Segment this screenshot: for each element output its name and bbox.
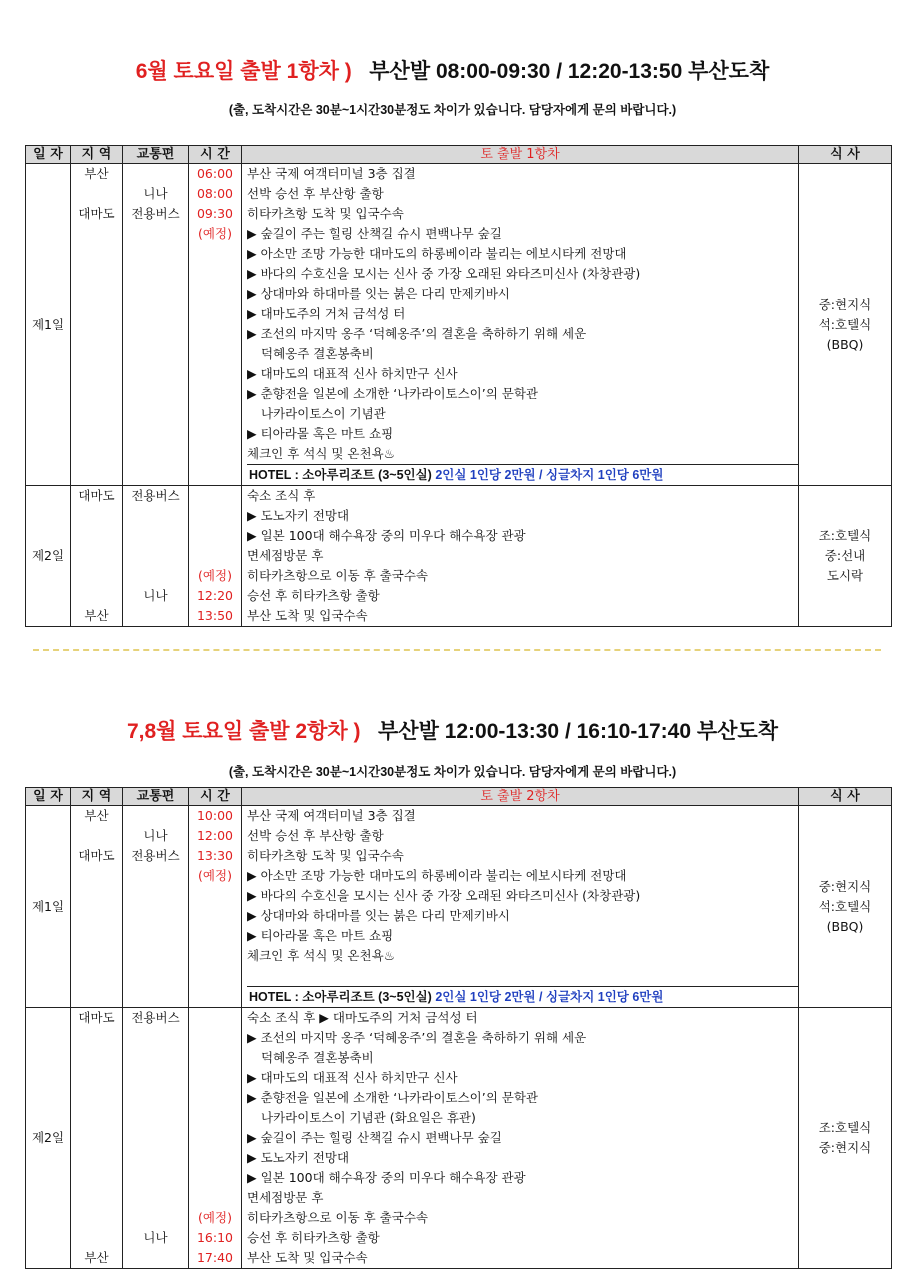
header-region: 지 역 [71, 146, 123, 164]
header-transport: 교통편 [123, 146, 189, 164]
header-day: 일 자 [26, 146, 71, 164]
line-item: ▶ 조선의 마지막 옹주 ‘덕혜옹주’의 결혼을 축하하기 위해 세운 [247, 326, 587, 341]
line-item: 니나 [143, 828, 168, 843]
line-item [189, 1008, 241, 1028]
line-item: 부산 국제 여객터미널 3층 집결 [247, 166, 416, 181]
line-item: 전용버스 [131, 488, 180, 503]
line-item: ▶ 상대마와 하대마를 잇는 붉은 다리 만제키바시 [247, 286, 510, 301]
line-item: ▶ 숲길이 주는 힐링 산책길 슈시 편백나무 숲길 [247, 226, 502, 241]
line-item [123, 1028, 188, 1048]
transport-cell [123, 164, 189, 486]
line-item [71, 1028, 122, 1048]
line-item [189, 1048, 241, 1068]
line-item [71, 244, 122, 264]
line-item [123, 1048, 188, 1068]
transport-cell [123, 806, 189, 1008]
line-item: 13:30 [196, 848, 234, 863]
line-item [71, 404, 122, 424]
line-item: 17:40 [196, 1250, 234, 1265]
line-item: 덕혜옹주 결혼봉축비 [261, 346, 374, 361]
line-item: ▶ 숲길이 주는 힐링 산책길 슈시 편백나무 숲길 [247, 1130, 502, 1145]
time-cell [189, 164, 242, 486]
line-item [123, 1168, 188, 1188]
line-item: (예정) [198, 226, 232, 241]
line-item [71, 886, 122, 906]
line-item: (예정) [198, 868, 232, 883]
line-item [123, 304, 188, 324]
line-item [123, 1128, 188, 1148]
line-item [123, 444, 188, 464]
header-schedule: 토 출발 2항차 [242, 788, 799, 806]
line-item [71, 384, 122, 404]
schedule-cell [242, 164, 799, 486]
line-item: ▶ 티아라몰 혹은 마트 쇼핑 [247, 928, 394, 943]
line-item [71, 1068, 122, 1088]
line-item: 중:현지식 [818, 1140, 872, 1155]
line-item [123, 1088, 188, 1108]
line-item: 면세점방문 후 [247, 548, 324, 563]
line-item [189, 926, 241, 946]
line-item [71, 826, 122, 846]
line-item [123, 866, 188, 886]
line-item [189, 444, 241, 464]
line-item [71, 1168, 122, 1188]
line-item [189, 284, 241, 304]
line-item: 숙소 조식 후 [247, 488, 316, 503]
line-item: 대마도 [78, 206, 115, 221]
header-time: 시 간 [189, 788, 242, 806]
line-item: 전용버스 [131, 1010, 180, 1025]
line-item: 도시락 [826, 568, 864, 583]
line-item: ▶ 춘향전을 일본에 소개한 ‘나카라이토스이’의 문학관 [247, 386, 539, 401]
line-item: ▶ 바다의 수호신을 모시는 신사 중 가장 오래된 와타즈미신사 (차창관광) [247, 266, 641, 281]
line-item [71, 1208, 122, 1228]
line-item: 히타카츠항으로 이동 후 출국수속 [247, 1210, 428, 1225]
line-item: 중:현지식 [818, 878, 872, 894]
line-item [189, 1088, 241, 1108]
line-item [189, 324, 241, 344]
table-header [26, 788, 892, 806]
line-item: 조:호텔식 [818, 528, 872, 543]
header-time: 시 간 [189, 146, 242, 164]
line-item: ▶ 바다의 수호신을 모시는 신사 중 가장 오래된 와타즈미신사 (차창관광) [247, 888, 641, 903]
line-item [71, 546, 122, 566]
line-item [189, 1188, 241, 1208]
line-item [123, 1188, 188, 1208]
line-item: 12:00 [196, 828, 234, 843]
day-label: 제2일 [26, 486, 71, 627]
section1-title: 6월 토요일 출발 1항차 ) 부산발 08:00-09:30 / 12:20-13:50 부산도착 [135, 60, 770, 83]
table-header [26, 146, 892, 164]
line-item: 조:호텔식 [818, 1120, 872, 1135]
line-item: 니나 [143, 186, 168, 201]
line-item [123, 344, 188, 364]
line-item [123, 1208, 188, 1228]
header-schedule: 토 출발 1항차 [242, 146, 799, 164]
line-item: ▶ 티아라몰 혹은 마트 쇼핑 [247, 426, 394, 441]
line-item [123, 1148, 188, 1168]
line-item: 히타카츠항 도착 및 입국수속 [247, 206, 404, 221]
meal-cell [799, 164, 892, 486]
section1-schedule-table [25, 145, 892, 627]
line-item [71, 444, 122, 464]
line-item: ▶ 도노자키 전망대 [247, 1150, 350, 1165]
schedule-cell [242, 1008, 799, 1269]
line-item: ▶ 대마도주의 거처 금석성 터 [247, 306, 406, 321]
line-item: (예정) [198, 1210, 232, 1225]
line-item [123, 404, 188, 424]
line-item [71, 264, 122, 284]
section-divider [33, 649, 881, 651]
line-item [123, 926, 188, 946]
line-item [71, 464, 122, 484]
line-item: 전용버스 [131, 206, 180, 221]
section1-note: (출, 도착시간은 30분~1시간30분정도 차이가 있습니다. 담당자에게 문의 바랍니다.) [228, 103, 677, 117]
line-item [189, 1148, 241, 1168]
line-item [189, 546, 241, 566]
line-item [71, 1108, 122, 1128]
line-item: 히타카츠항으로 이동 후 출국수속 [247, 568, 428, 583]
line-item: 숙소 조식 후 ▶ 대마도주의 거처 금석성 터 [247, 1010, 478, 1025]
line-item [123, 606, 188, 626]
line-item: 부산 [84, 1250, 109, 1265]
line-item [71, 926, 122, 946]
line-item: ▶ 대마도의 대표적 신사 하치만구 신사 [247, 366, 458, 381]
line-item [189, 464, 241, 484]
transport-cell [123, 1008, 189, 1269]
line-item [189, 1108, 241, 1128]
time-cell [189, 486, 242, 627]
line-item: 부산 [84, 166, 109, 181]
line-item [189, 1128, 241, 1148]
line-item: 나카라이토스이 기념관 (화요일은 휴관) [261, 1110, 476, 1125]
line-item: 06:00 [196, 166, 234, 181]
line-item [71, 1188, 122, 1208]
header-day: 일 자 [26, 788, 71, 806]
day-label: 제2일 [26, 1008, 71, 1269]
header-meal: 식 사 [799, 788, 892, 806]
line-item: (예정) [198, 568, 232, 583]
line-item [71, 866, 122, 886]
line-item [123, 244, 188, 264]
line-item [123, 906, 188, 926]
line-item [123, 324, 188, 344]
line-item [189, 886, 241, 906]
meal-cell [799, 1008, 892, 1269]
line-item [189, 384, 241, 404]
line-item: 08:00 [196, 186, 234, 201]
line-item: ▶ 상대마와 하대마를 잇는 붉은 다리 만제키바시 [247, 908, 510, 923]
line-item [123, 264, 188, 284]
line-item [189, 424, 241, 444]
line-item [123, 546, 188, 566]
line-item [189, 1028, 241, 1048]
line-item [71, 1088, 122, 1108]
line-item [123, 566, 188, 586]
section2-title: 7,8월 토요일 출발 2항차 ) 부산발 12:00-13:30 / 16:10-17:40 부산도착 [126, 720, 778, 743]
line-item: 선박 승선 후 부산항 출항 [247, 828, 384, 843]
line-item: 히타카츠항 도착 및 입국수속 [247, 848, 404, 863]
line-item [123, 464, 188, 484]
region-cell [71, 806, 123, 1008]
line-item [71, 364, 122, 384]
line-item: 부산 [84, 808, 109, 823]
day-row [26, 486, 892, 627]
line-item [71, 1148, 122, 1168]
line-item: 부산 국제 여객터미널 3층 집결 [247, 808, 416, 823]
header-meal: 식 사 [799, 146, 892, 164]
line-item [189, 1168, 241, 1188]
line-item [123, 946, 188, 966]
line-item: 대마도 [78, 1010, 115, 1025]
line-item [71, 1048, 122, 1068]
region-cell [71, 1008, 123, 1269]
line-item: 16:10 [196, 1230, 234, 1245]
line-item: 중:선내 [824, 548, 866, 563]
line-item [189, 966, 241, 986]
line-item [71, 184, 122, 204]
line-item [71, 906, 122, 926]
line-item [123, 506, 188, 526]
line-item: 석:호텔식 [818, 316, 872, 332]
line-item [71, 324, 122, 344]
meal-cell [799, 486, 892, 627]
line-item [123, 966, 188, 986]
line-item [189, 404, 241, 424]
line-item [123, 1248, 188, 1268]
line-item: 체크인 후 석식 및 온천욕♨ [247, 446, 395, 461]
day-row [26, 164, 892, 486]
line-item: 10:00 [196, 808, 234, 823]
line-item: ▶ 아소만 조망 가능한 대마도의 하롱베이라 불리는 에보시타케 전망대 [247, 246, 627, 261]
line-item: ▶ 대마도의 대표적 신사 하치만구 신사 [247, 1070, 458, 1085]
line-item: 승선 후 히타카츠항 출항 [247, 588, 380, 603]
line-item: 나카라이토스이 기념관 [261, 406, 386, 421]
meal-cell [799, 806, 892, 1008]
day-row [26, 806, 892, 1008]
line-item [71, 1228, 122, 1248]
line-item [123, 1108, 188, 1128]
line-item [123, 384, 188, 404]
line-item [189, 506, 241, 526]
line-item: 선박 승선 후 부산항 출항 [247, 186, 384, 201]
line-item [189, 946, 241, 966]
line-item [71, 566, 122, 586]
day-label: 제1일 [26, 806, 71, 1008]
line-item [123, 284, 188, 304]
line-item [71, 304, 122, 324]
line-item: 니나 [143, 1230, 168, 1245]
line-item: 12:20 [196, 588, 234, 603]
schedule-cell [242, 486, 799, 627]
line-item: ▶ 일본 100대 해수욕장 중의 미우다 해수욕장 관광 [247, 528, 526, 543]
line-item: 덕혜옹주 결혼봉축비 [261, 1050, 374, 1065]
line-item [71, 506, 122, 526]
line-item [71, 284, 122, 304]
time-cell [189, 1008, 242, 1269]
line-item: 전용버스 [131, 848, 180, 863]
line-item: 09:30 [196, 206, 234, 221]
line-item: ▶ 아소만 조망 가능한 대마도의 하롱베이라 불리는 에보시타케 전망대 [247, 868, 627, 883]
line-item: ▶ 일본 100대 해수욕장 중의 미우다 해수욕장 관광 [247, 1170, 526, 1185]
line-item: 부산 [84, 608, 109, 623]
line-item [189, 486, 241, 506]
line-item [71, 526, 122, 546]
line-item: ▶ 춘향전을 일본에 소개한 ‘나카라이토스이’의 문학관 [247, 1090, 539, 1105]
line-item [189, 244, 241, 264]
line-item [123, 886, 188, 906]
line-item: 부산 도착 및 입국수속 [247, 1250, 368, 1265]
line-item: ▶ 조선의 마지막 옹주 ‘덕혜옹주’의 결혼을 축하하기 위해 세운 [247, 1030, 587, 1045]
time-cell [189, 806, 242, 1008]
section2-schedule-table [25, 787, 892, 1269]
line-item: 체크인 후 석식 및 온천욕♨ [247, 948, 395, 963]
line-item [123, 806, 188, 826]
region-cell [71, 486, 123, 627]
line-item [189, 526, 241, 546]
line-item [71, 586, 122, 606]
line-item [189, 344, 241, 364]
line-item [71, 224, 122, 244]
transport-cell [123, 486, 189, 627]
section2-note: (출, 도착시간은 30분~1시간30분정도 차이가 있습니다. 담당자에게 문의 바랍니다.) [228, 765, 677, 779]
line-item [123, 224, 188, 244]
hotel-info: HOTEL : 소아루리조트 (3~5인실) 2인실 1인당 2만원 / 싱글차지 1인당 6만원 [247, 464, 798, 485]
line-item: 대마도 [78, 848, 115, 863]
line-item [189, 304, 241, 324]
schedule-cell [242, 806, 799, 1008]
line-item [123, 164, 188, 184]
line-item [123, 364, 188, 384]
day-label: 제1일 [26, 164, 71, 486]
line-item [189, 906, 241, 926]
line-item: 대마도 [78, 488, 115, 503]
line-item [123, 526, 188, 546]
line-item: ▶ 도노자키 전망대 [247, 508, 350, 523]
line-item [71, 966, 122, 986]
line-item: 부산 도착 및 입국수속 [247, 608, 368, 623]
line-item [189, 364, 241, 384]
line-item: (BBQ) [826, 918, 864, 934]
line-item [71, 344, 122, 364]
line-item [189, 264, 241, 284]
line-item: 중:현지식 [818, 296, 872, 312]
line-item: (BBQ) [826, 336, 864, 352]
line-item: 13:50 [196, 608, 234, 623]
header-region: 지 역 [71, 788, 123, 806]
line-item: 석:호텔식 [818, 898, 872, 914]
line-item [123, 424, 188, 444]
line-item [189, 1068, 241, 1088]
line-item: 면세점방문 후 [247, 1190, 324, 1205]
line-item [71, 424, 122, 444]
line-item: 니나 [143, 588, 168, 603]
hotel-info: HOTEL : 소아루리조트 (3~5인실) 2인실 1인당 2만원 / 싱글차지 1인당 6만원 [247, 986, 798, 1007]
line-item [71, 946, 122, 966]
region-cell [71, 164, 123, 486]
line-item [123, 1068, 188, 1088]
line-item: 승선 후 히타카츠항 출항 [247, 1230, 380, 1245]
header-transport: 교통편 [123, 788, 189, 806]
day-row [26, 1008, 892, 1269]
line-item [71, 1128, 122, 1148]
